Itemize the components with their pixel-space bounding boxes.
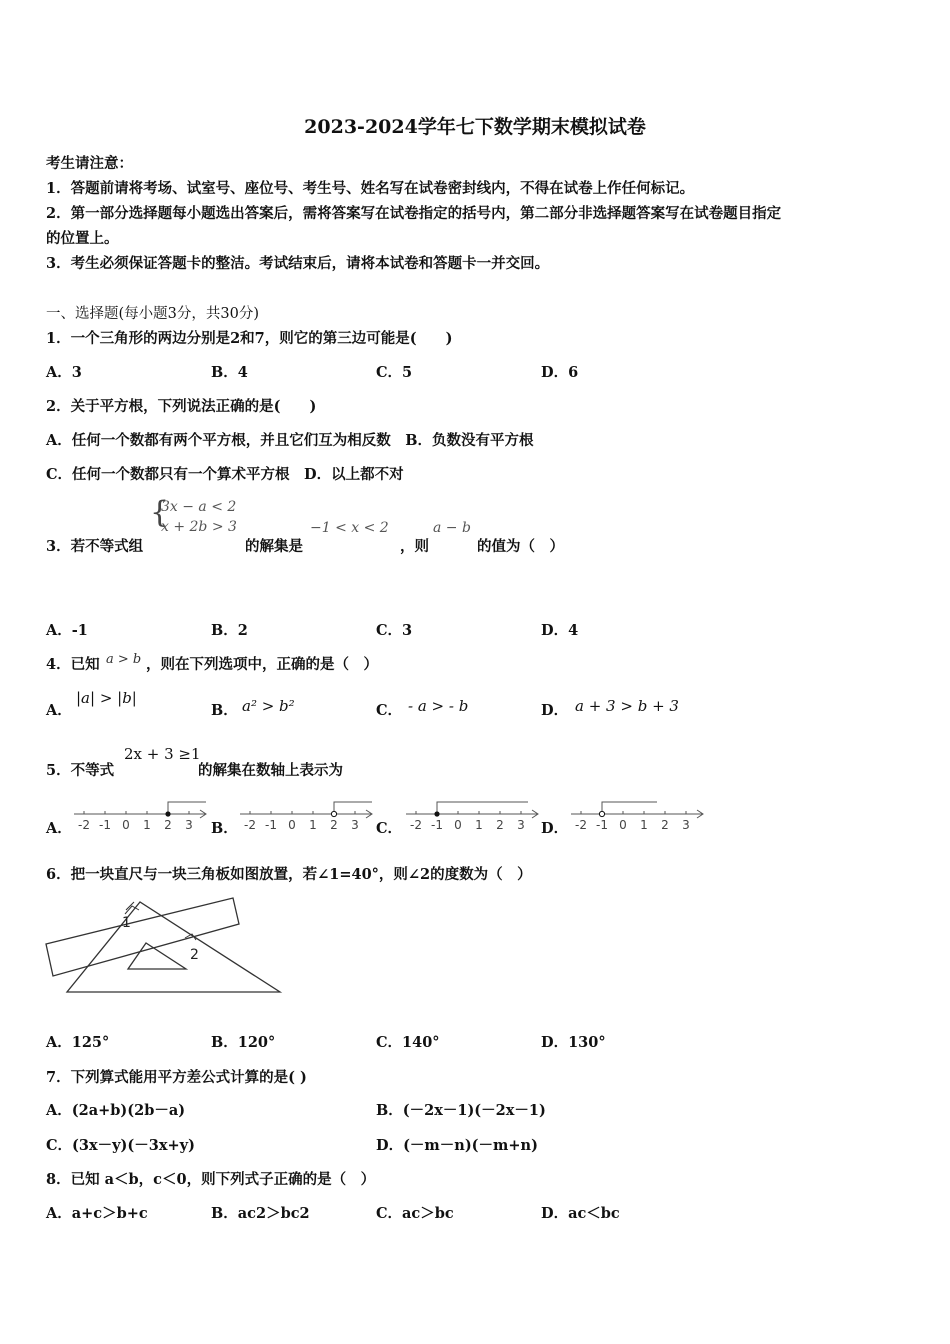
q2-options-line1: A．任何一个数都有两个平方根，并且它们互为相反数 B．负数没有平方根 [46, 432, 534, 449]
tick-label: 2 [661, 818, 669, 832]
tick-label: 3 [185, 818, 193, 832]
tick-label: 3 [682, 818, 690, 832]
notice-item: 3．考生必须保证答题卡的整洁。考试结束后，请将本试卷和答题卡一并交回。 [46, 255, 550, 272]
q7-option-d: D．(－m－n)(－m+n) [376, 1137, 538, 1154]
q1-stem: 1．一个三角形的两边分别是2和7，则它的第三边可能是( ) [46, 330, 453, 347]
q1-option-c: C．5 [376, 364, 413, 381]
q5-suffix: 的解集在数轴上表示为 [198, 762, 343, 779]
tick-label: -1 [265, 818, 277, 832]
q6-stem: 6．把一块直尺与一块三角板如图放置，若∠1=40°，则∠2的度数为（ ） [46, 866, 532, 883]
tick-label: 0 [288, 818, 296, 832]
q3-suffix: 的值为（ ） [477, 538, 564, 555]
tick-label: -2 [78, 818, 90, 832]
tick-label: 2 [164, 818, 172, 832]
notice-item: 2．第一部分选择题每小题选出答案后，需将答案写在试卷指定的括号内，第二部分非选择题答案写在试卷题目指定 [46, 205, 782, 222]
q4-label-a: A． [46, 702, 72, 719]
q4-option-a: |a| > |b| [76, 689, 137, 707]
q7-stem: 7．下列算式能用平方差公式计算的是( ) [46, 1069, 307, 1086]
angle-1-label: 1 [122, 915, 131, 931]
tick-label: 1 [475, 818, 483, 832]
q8-option-c: C．ac＞bc [376, 1205, 454, 1222]
q4-label-b: B． [211, 702, 238, 719]
q1-option-a: A．3 [46, 364, 82, 381]
q4-condition: a > b [106, 652, 142, 667]
section-heading: 一、选择题(每小题3分，共30分) [46, 306, 259, 322]
tick-label: -2 [410, 818, 422, 832]
q6-option-b: B．120° [211, 1034, 276, 1051]
notice-item: 的位置上。 [46, 230, 119, 247]
number-line-b [236, 798, 376, 834]
number-line-c [402, 798, 542, 834]
q6-option-c: C．140° [376, 1034, 440, 1051]
tick-label: -2 [575, 818, 587, 832]
q3-option-b: B．2 [211, 622, 248, 639]
q2-options-line2: C．任何一个数都只有一个算术平方根 D．以上都不对 [46, 466, 404, 483]
q3-option-a: A．-1 [46, 622, 88, 639]
q1-option-b: B．4 [211, 364, 248, 381]
q3-then: ，则 [400, 538, 429, 555]
q4-suffix: ，则在下列选项中，正确的是（ ） [146, 656, 378, 673]
ruler-triangle-figure [40, 890, 290, 1000]
notice-heading: 考生请注意： [46, 155, 133, 172]
q3-range: −1 < x < 2 [310, 520, 389, 536]
q4-option-c: - a > - b [408, 697, 469, 715]
number-line-a [70, 798, 210, 834]
page-title: 2023-2024学年七下数学期末模拟试卷 [304, 116, 646, 138]
tick-label: -1 [431, 818, 443, 832]
q1-option-d: D．6 [541, 364, 579, 381]
tick-label: 1 [143, 818, 151, 832]
q8-option-d: D．ac＜bc [541, 1205, 620, 1222]
tick-label: 1 [640, 818, 648, 832]
q5-label-a: A． [46, 820, 72, 837]
q3-option-c: C．3 [376, 622, 413, 639]
q3-system-line2: x + 2b > 3 [161, 519, 237, 535]
q3-mid: 的解集是 [245, 538, 303, 555]
q5-prefix: 5．不等式 [46, 762, 115, 779]
q3-system-line1: 3x − a < 2 [161, 499, 237, 515]
q7-option-b: B．(－2x－1)(－2x－1) [376, 1102, 546, 1119]
tick-label: 0 [619, 818, 627, 832]
q3-prefix: 3．若不等式组 [46, 538, 144, 555]
q2-stem: 2．关于平方根，下列说法正确的是( ) [46, 398, 317, 415]
q3-option-d: D．4 [541, 622, 579, 639]
q4-option-d: a + 3 > b + 3 [575, 697, 679, 715]
number-line-d [567, 798, 707, 834]
tick-label: -2 [244, 818, 256, 832]
notice-item: 1．答题前请将考场、试室号、座位号、考生号、姓名写在试卷密封线内，不得在试卷上作任何标记。 [46, 180, 695, 197]
q5-inequality: 2x + 3 ≥1 [124, 745, 201, 763]
q5-label-d: D． [541, 820, 569, 837]
q8-option-b: B．ac2＞bc2 [211, 1205, 310, 1222]
tick-label: 2 [496, 818, 504, 832]
q4-option-b: a² > b² [242, 697, 295, 715]
q8-stem: 8．已知 a＜b，c＜0，则下列式子正确的是（ ） [46, 1171, 376, 1188]
q6-option-a: A．125° [46, 1034, 110, 1051]
angle-2-label: 2 [190, 947, 199, 963]
q7-option-c: C．(3x－y)(－3x+y) [46, 1137, 195, 1154]
q6-option-d: D．130° [541, 1034, 606, 1051]
tick-label: 0 [122, 818, 130, 832]
tick-label: 0 [454, 818, 462, 832]
tick-label: -1 [99, 818, 111, 832]
q3-expr: a − b [433, 520, 471, 536]
q7-option-a: A．(2a+b)(2b－a) [46, 1102, 186, 1119]
q5-label-c: C． [376, 820, 403, 837]
q4-prefix: 4．已知 [46, 656, 100, 673]
tick-label: 3 [517, 818, 525, 832]
q4-label-c: C． [376, 702, 403, 719]
q8-option-a: A．a+c＞b+c [46, 1205, 148, 1222]
brace-glyph: { [150, 495, 170, 530]
tick-label: -1 [596, 818, 608, 832]
q4-label-d: D． [541, 702, 569, 719]
tick-label: 3 [351, 818, 359, 832]
tick-label: 1 [309, 818, 317, 832]
q5-label-b: B． [211, 820, 238, 837]
tick-label: 2 [330, 818, 338, 832]
